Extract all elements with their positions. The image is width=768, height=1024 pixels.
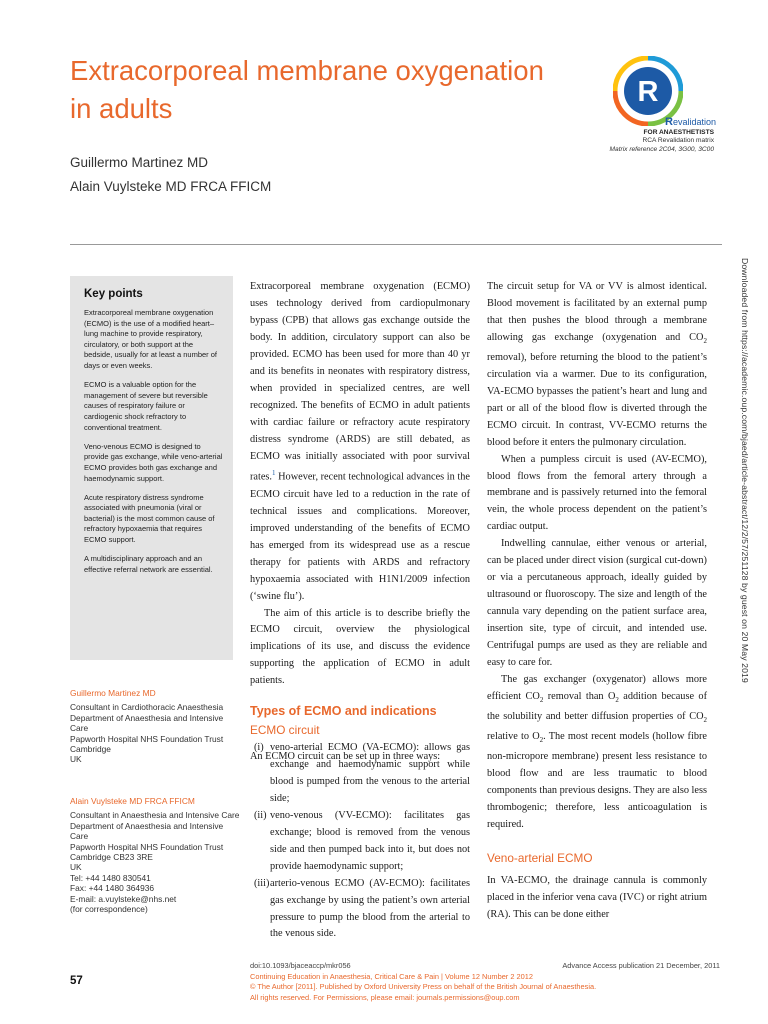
revalidation-caption <box>580 129 714 154</box>
affiliation-line: Department of Anaesthesia and Intensive Care <box>70 712 224 734</box>
subscript: 2 <box>539 695 544 704</box>
badge-line-2: RCA Revalidation matrix <box>642 137 714 145</box>
paragraph <box>250 279 470 606</box>
paragraph: The aim of this article is to describe briefly the ECMO circuit, overview the physiological implications of its use, and discuss the evidence supporting the application of ECMO in adult patients. <box>250 607 470 687</box>
affiliation-line: Department of Anaesthesia and Intensive Care <box>70 820 224 842</box>
paragraph: In VA-ECMO, the drainage cannula is commonly placed in the inferior vena cava (IVC) or right atrium (RA). This can be done either <box>487 874 707 920</box>
list-text: veno-venous (VV-ECMO): facilitates gas exchange; blood is removed from the venous side and then pumped back into it, but does not provide haemodynamic support; <box>270 809 470 872</box>
paragraph <box>487 279 707 452</box>
title-line-2: in adults <box>70 93 173 124</box>
subsection-heading: Veno-arterial ECMO <box>487 850 593 865</box>
advance-access: Advance Access publication 21 December, 2011 <box>562 961 720 970</box>
subscript: 2 <box>703 715 707 724</box>
key-point: Veno-venous ECMO is designed to provide gas exchange, while veno-arterial ECMO provides both gas exchange and haemodynamic support. <box>84 441 223 483</box>
paragraph-text: However, recent technological advances in the ECMO circuit have led to a reduction in the rate of technical issues and complications. Moreover, improved understanding of the benefits of ECMO has emerged from its widespread use as a rescue therapy for patients with ARDS and refractory hypoxaemia associated with H1N1/2009 infection (‘swine flu’). <box>250 471 470 602</box>
header-divider <box>70 244 722 245</box>
subsection-heading: ECMO circuit <box>250 723 320 738</box>
email-link[interactable]: E-mail: a.vuylsteke@nhs.net <box>70 893 177 904</box>
wordmark-rest: evalidation <box>672 117 716 127</box>
list-text: arterio-venous ECMO (AV-ECMO): facilitates gas exchange by using the patient’s own arterial pressure to pump the blood from the arterial to the venous side. <box>270 877 470 940</box>
paragraph <box>487 672 707 834</box>
affiliation-line: Tel: +44 1480 830541 <box>70 872 151 883</box>
subscript: 2 <box>539 735 544 744</box>
subscript: 2 <box>703 336 707 345</box>
author-1: Guillermo Martinez MD <box>70 155 209 170</box>
section-heading: Types of ECMO and indications <box>250 704 437 719</box>
rights: All rights reserved. For Permissions, please email: journals.permissions@oup.com <box>250 992 520 1002</box>
affiliation-2 <box>70 796 240 914</box>
key-point: Extracorporeal membrane oxygenation (ECMO) is the use of a modified heart–lung machine to provide respiratory, circulatory, or both support at the bedside, usually for at least a number of days or even weeks. <box>84 308 217 370</box>
paragraph-text: removal than O <box>543 690 616 702</box>
article-title <box>70 52 590 128</box>
badge-line-1: FOR ANAESTHETISTS <box>643 129 714 136</box>
circuit-types-list <box>250 740 470 943</box>
list-item <box>250 740 470 808</box>
affiliation-line: (for correspondence) <box>70 904 148 915</box>
copyright: © The Author [2011]. Published by Oxford University Press on behalf of the British Journal of Anaesthesia. <box>250 982 597 992</box>
doi-link[interactable]: doi:10.1093/bjaceaccp/mkr056 <box>250 961 351 970</box>
download-note: Downloaded from https://academic.oup.com/bjaed/article-abstract/12/2/57/251128 by guest on 20 May 2019 <box>740 258 750 683</box>
affiliation-1 <box>70 688 240 765</box>
paragraph-text: The gas exchanger (oxygenator) allows more efficient CO <box>487 673 707 702</box>
affiliation-line: Papworth Hospital NHS Foundation Trust <box>70 733 224 744</box>
subscript: 2 <box>615 695 619 704</box>
paragraph-text: . The most recent models (hollow fibre non-micropore membrane) present less resistance to blood flow and are less traumatic to blood components than previous designs. They are also less thrombogenic; therefore, less anticoagulation is required. <box>487 730 708 830</box>
journal-info: Continuing Education in Anaesthesia, Critical Care & Pain | Volume 12 Number 2 2012 <box>250 971 533 981</box>
affiliation-line: Consultant in Anaesthesia and Intensive Care <box>70 810 240 821</box>
revalidation-wordmark <box>586 116 716 128</box>
paragraph-text: addition because of the solubility and better diffusion properties of CO <box>487 690 707 722</box>
wordmark-r: R <box>665 116 673 128</box>
paragraph-text: Extracorporeal membrane oxygenation (ECMO) uses technology derived from cardiopulmonary bypass (CPB) that allows gas exchange outside the body. In addition, circulatory support can also be provided. ECMO has been used for more than 40 yr and its benefits in neonates with respiratory distress, when provided in specialized centres, are well recognized. The benefits of ECMO in adult patients with cardiac failure or refractory acute respiratory distress syndrome (ARDS) are still debated, as ECMO was initially associated with poor survival rates. <box>250 281 470 483</box>
affiliation-name: Alain Vuylsteke MD FRCA FFICM <box>70 796 195 806</box>
footer-row <box>250 961 720 972</box>
citation-link[interactable]: 1 <box>272 469 276 478</box>
list-text: veno-arterial ECMO (VA-ECMO): allows gas exchange and haemodynamic support while blood is pumped from the venous to the arterial side; <box>270 742 470 804</box>
paragraph-text: removal), before returning the blood to the patient’s circulation via a warmer. Due to its configuration, VA-ECMO bypasses the patient’s heart and lung and part or all of the blood flow is diverted through the ECMO circuit. In contrast, VV-ECMO returns the blood before it enters the pulmonary circulation. <box>487 351 707 448</box>
author-2: Alain Vuylsteke MD FRCA FFICM <box>70 179 272 194</box>
key-point: Acute respiratory distress syndrome associated with pneumonia (viral or bacterial) is the most common cause of refractory hypoxaemia that requires ECMO support. <box>84 492 215 545</box>
paragraph-text: relative to O <box>487 730 540 742</box>
body-column-3 <box>487 279 707 924</box>
logo-letter: R <box>637 76 659 108</box>
page-footer <box>250 961 720 1003</box>
key-points-heading: Key points <box>84 288 143 300</box>
affiliation-line: Cambridge <box>70 744 111 755</box>
page-number: 57 <box>70 975 83 987</box>
badge-line-3: Matrix reference 2C04, 3G00, 3C00 <box>609 145 714 153</box>
paragraph: An ECMO circuit can be set up in three ways: <box>250 751 441 763</box>
title-line-1: Extracorporeal membrane oxygenation <box>70 55 544 86</box>
affiliation-line: UK <box>70 862 82 873</box>
paragraph: Indwelling cannulae, either venous or arterial, can be placed under direct vision (surgical cut-down) or via a percutaneous approach, ideally guided by ultrasound or fluoroscopy. The size and length of the cannula vary depending on the patient surface area, insertion site, type of circuit, and intended use. Centrifugal pumps are used as they are reliable and easy to care for. <box>487 538 707 669</box>
paragraph-text: The circuit setup for VA or VV is almost identical. Blood movement is facilitated by an external pump that then pushes the blood through a membrane allowing gas exchange (oxygenation and CO <box>487 281 707 343</box>
list-number: (ii) <box>254 809 267 821</box>
list-item <box>250 808 470 876</box>
affiliation-line: Cambridge CB23 3RE <box>70 852 153 863</box>
affiliation-line: Consultant in Cardiothoracic Anaesthesia <box>70 702 224 713</box>
affiliation-line: UK <box>70 754 82 765</box>
paragraph: When a pumpless circuit is used (AV-ECMO), blood flows from the femoral artery through a membrane and is passively returned into the femoral vein, the whole process dependent on the patient’s cardiac output. <box>487 453 707 533</box>
list-number: (i) <box>254 742 264 753</box>
key-point: A multidisciplinary approach and an effective referral network are essential. <box>84 554 213 574</box>
affiliation-line: Fax: +44 1480 364936 <box>70 883 155 894</box>
affiliation-name: Guillermo Martinez MD <box>70 688 156 698</box>
key-point: ECMO is a valuable option for the management of severe but reversible causes of respiratory failure or cardiogenic shock refractory to conventional treatment. <box>84 380 208 432</box>
list-number: (iii) <box>254 877 270 889</box>
key-points-box <box>70 276 233 660</box>
list-item <box>250 876 470 944</box>
body-column-2 <box>250 279 470 766</box>
affiliation-line: Papworth Hospital NHS Foundation Trust <box>70 841 224 852</box>
